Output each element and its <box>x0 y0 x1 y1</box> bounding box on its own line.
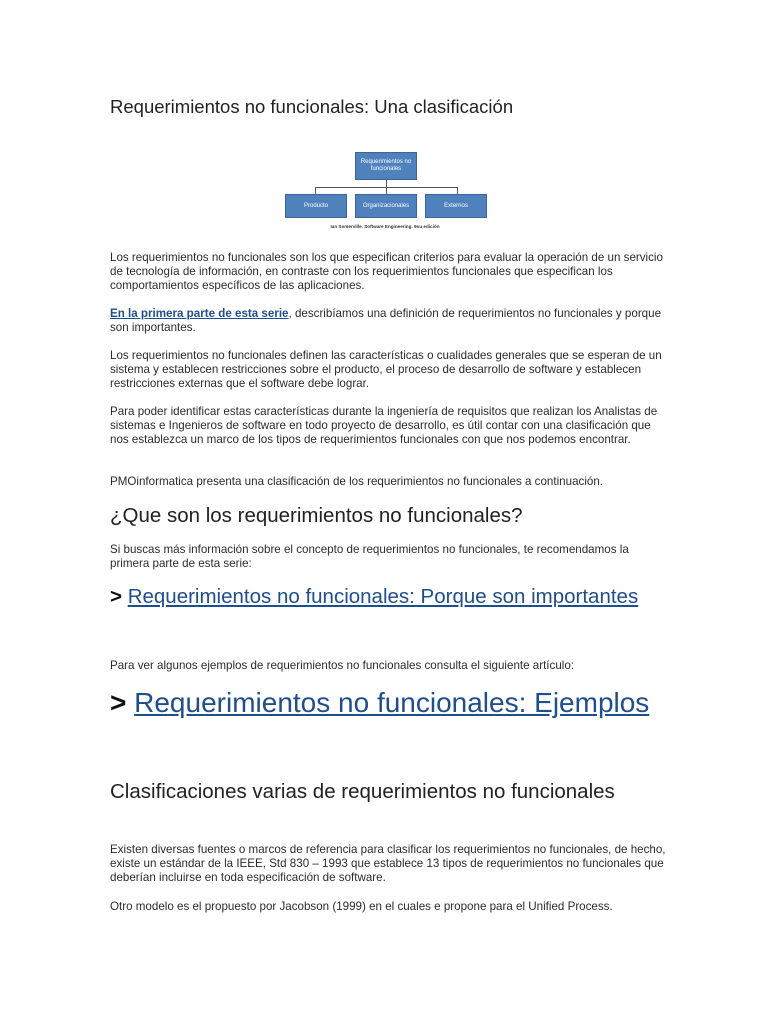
diagram-connector <box>457 187 458 194</box>
heading-que-son: ¿Que son los requerimientos no funcionales? <box>110 504 523 527</box>
diagram-caption: Ian Somerville. Software Engineering. 9nu edición <box>330 224 440 229</box>
paragraph-intro: Los requerimientos no funcionales son los que especifican criterios para evaluar la operación de un servicio de tecnología de información, en contraste con los requerimientos funcionales que especifican los comportamientos específicos de las aplicaciones. <box>110 251 663 292</box>
diagram-box-organizacionales: Organizacionales <box>355 194 417 218</box>
diagram-box-producto: Producto <box>285 194 347 218</box>
classification-diagram <box>285 150 485 235</box>
diagram-connector <box>386 180 387 187</box>
series-link[interactable]: En la primera parte de esta serie <box>110 307 289 320</box>
paragraph-sources: Existen diversas fuentes o marcos de referencia para clasificar los requerimientos no funcionales, de hecho, existe un estándar de la IEEE, Std 830 – 1993 que establece 13 tipos de requerimientos no funcionales que deberían incluirse en toda especificación de software. <box>110 843 666 884</box>
paragraph-identification: Para poder identificar estas características durante la ingeniería de requisitos que realizan los Analistas de sistemas e Ingenieros de software en todo proyecto de desarrollo, es útil contar con una clasificación que nos establezca un marco de los tipos de requerimientos funcionales con que nos podemos encontrar. <box>110 405 658 446</box>
importantes-link[interactable]: Requerimientos no funcionales: Porque son importantes <box>127 585 639 608</box>
arrow-prefix: > <box>110 585 122 608</box>
page-title: Requerimientos no funcionales: Una clasificación <box>110 96 514 117</box>
paragraph-definition: Los requerimientos no funcionales definen las características o cualidades generales que se esperan de un sistema y establecen restricciones sobre el producto, el proceso de desarrollo de software y establecen restricciones externas que el software debe lograr. <box>110 349 662 390</box>
diagram-root-box: Requerimientos no funcionales <box>355 152 417 180</box>
heading-clasificaciones: Clasificaciones varias de requerimientos no funcionales <box>110 780 615 803</box>
diagram-box-externos: Externos <box>425 194 487 218</box>
heading-link-importantes <box>110 584 666 609</box>
diagram-connector <box>386 187 387 194</box>
arrow-prefix: > <box>110 687 127 718</box>
diagram-connector <box>315 187 316 194</box>
paragraph-series-text: , describíamos una definición de requerimientos no funcionales y porque son importantes. <box>110 307 662 334</box>
paragraph-more-info: Si buscas más información sobre el concepto de requerimientos no funcionales, te recomendamos la primera parte de esta serie: <box>110 543 629 570</box>
paragraph-series <box>110 307 666 335</box>
paragraph-jacobson: Otro modelo es el propuesto por Jacobson (1999) en el cuales e propone para el Unified Process. <box>110 900 613 913</box>
paragraph-examples: Para ver algunos ejemplos de requerimientos no funcionales consulta el siguiente artículo: <box>110 659 575 672</box>
ejemplos-link[interactable]: Requerimientos no funcionales: Ejemplos <box>134 687 650 718</box>
heading-link-ejemplos <box>110 685 666 720</box>
paragraph-presentation: PMOinformatica presenta una clasificación de los requerimientos no funcionales a continuación. <box>110 475 604 488</box>
